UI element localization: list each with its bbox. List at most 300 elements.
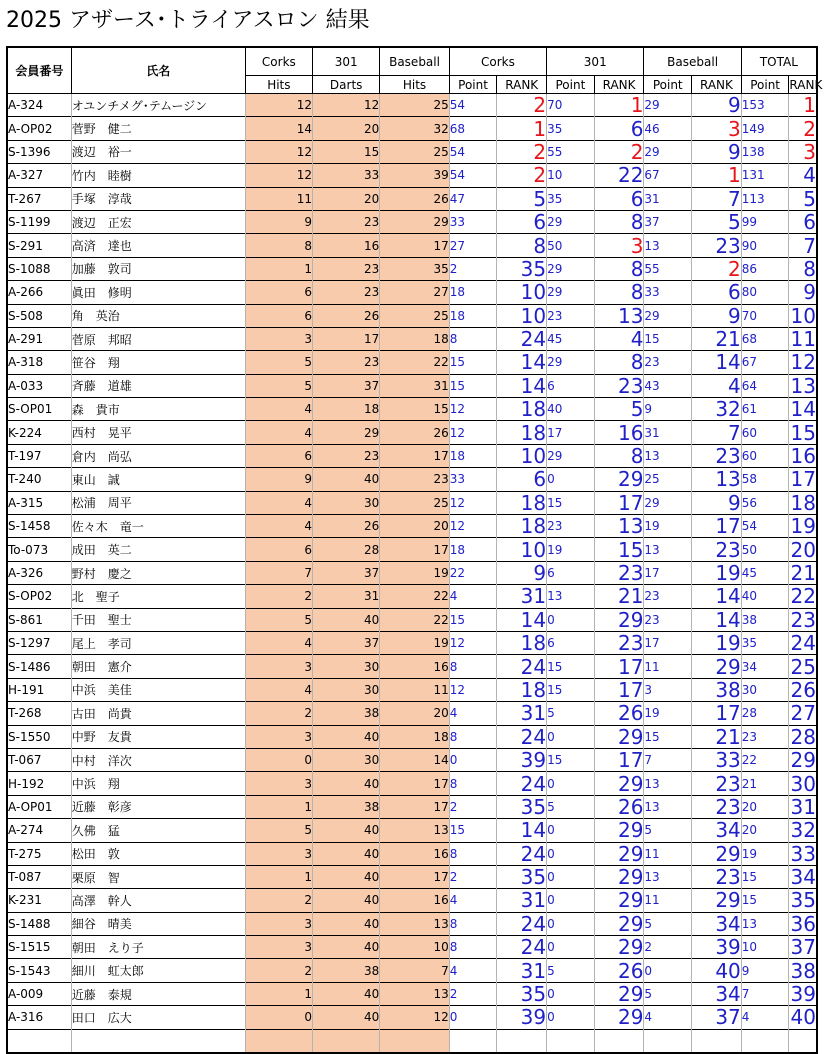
table-row: [7, 117, 817, 140]
baseball-hits-cell: 10: [380, 936, 449, 959]
baseball-rank-cell: 38: [692, 678, 742, 701]
member-no-cell: A-327: [7, 164, 71, 187]
name-cell: 北 聖子: [71, 585, 245, 608]
corks-rank-cell: 6: [497, 210, 547, 233]
301-rank-cell: 17: [594, 678, 644, 701]
empty-cell: [741, 1029, 789, 1053]
total-point-cell: 67: [741, 351, 789, 374]
darts-cell: 40: [313, 865, 380, 888]
baseball-hits-cell: 16: [380, 842, 449, 865]
corks-point-cell: 18: [449, 444, 497, 467]
table-row: [7, 1006, 817, 1029]
darts-cell: 40: [313, 1006, 380, 1029]
total-rank-cell: 3: [789, 140, 817, 163]
corks-rank-cell: 24: [497, 936, 547, 959]
corks-point-cell: 22: [449, 561, 497, 584]
total-point-cell: 38: [741, 608, 789, 631]
total-rank-cell: 8: [789, 257, 817, 280]
baseball-rank-cell: 23: [692, 538, 742, 561]
301-point-cell: 15: [547, 748, 595, 771]
member-no-cell: T-267: [7, 187, 71, 210]
table-row: [7, 678, 817, 701]
corks-rank-cell: 39: [497, 1006, 547, 1029]
baseball-hits-cell: 31: [380, 374, 449, 397]
301-point-cell: 45: [547, 327, 595, 350]
name-cell: 朝田 えり子: [71, 936, 245, 959]
name-cell: 細川 虹太郎: [71, 959, 245, 982]
member-no-cell: A-324: [7, 94, 71, 117]
corks-rank-cell: 14: [497, 608, 547, 631]
corks-point-cell: 12: [449, 515, 497, 538]
name-cell: 久佛 猛: [71, 819, 245, 842]
total-point-cell: 99: [741, 210, 789, 233]
table-row: [7, 187, 817, 210]
total-rank-cell: 26: [790, 677, 816, 702]
301-point-cell: 29: [547, 444, 595, 467]
baseball-hits-cell: 17: [380, 795, 449, 818]
header-total-point: Point: [741, 76, 789, 94]
member-no-cell: S-1486: [7, 655, 71, 678]
total-rank-cell: 4: [789, 164, 817, 187]
corks-rank-cell: 5: [497, 187, 547, 210]
baseball-rank-cell: 32: [692, 398, 742, 421]
301-rank-cell: 23: [594, 561, 644, 584]
member-no-cell: S-1550: [7, 725, 71, 748]
darts-cell: 31: [313, 585, 380, 608]
header-raw-corks: Corks: [245, 47, 312, 76]
baseball-hits-cell: 18: [380, 327, 449, 350]
total-point-cell: 60: [741, 421, 789, 444]
name-cell: 中村 洋次: [71, 748, 245, 771]
corks-hits-cell: 3: [245, 655, 312, 678]
baseball-hits-cell: 14: [380, 748, 449, 771]
corks-rank-cell: 2: [497, 94, 547, 117]
total-point-cell: 21: [741, 772, 789, 795]
name-cell: 菅原 邦昭: [71, 327, 245, 350]
baseball-rank-cell: 33: [692, 748, 742, 771]
baseball-point-cell: 11: [644, 842, 692, 865]
corks-rank-cell: 18: [497, 631, 547, 654]
corks-rank-cell: 24: [497, 725, 547, 748]
baseball-hits-cell: 16: [380, 889, 449, 912]
corks-point-cell: 18: [449, 538, 497, 561]
baseball-rank-cell: 29: [692, 842, 742, 865]
corks-hits-cell: 8: [245, 234, 312, 257]
darts-cell: 30: [313, 748, 380, 771]
table-row: [7, 257, 817, 280]
baseball-point-cell: 23: [644, 351, 692, 374]
corks-point-cell: 12: [449, 678, 497, 701]
corks-rank-cell: 10: [497, 444, 547, 467]
corks-point-cell: 15: [449, 819, 497, 842]
empty-cell: [71, 1029, 245, 1053]
corks-hits-cell: 2: [245, 702, 312, 725]
total-point-cell: 131: [741, 164, 789, 187]
header-raw-301: 301: [313, 47, 380, 76]
corks-rank-cell: 31: [497, 702, 547, 725]
darts-cell: 20: [313, 117, 380, 140]
corks-point-cell: 15: [449, 608, 497, 631]
baseball-hits-cell: 17: [380, 865, 449, 888]
page-title: 2025 アザース･トライアスロン 結果: [6, 8, 370, 33]
member-no-cell: S-1515: [7, 936, 71, 959]
table-row: [7, 515, 817, 538]
total-point-cell: 153: [741, 94, 789, 117]
corks-hits-cell: 2: [245, 585, 312, 608]
member-no-cell: A-OP01: [7, 795, 71, 818]
301-point-cell: 0: [547, 982, 595, 1005]
baseball-point-cell: 29: [644, 140, 692, 163]
corks-rank-cell: 6: [497, 468, 547, 491]
301-rank-cell: 17: [594, 748, 644, 771]
name-cell: 斉藤 道雄: [71, 374, 245, 397]
darts-cell: 30: [313, 491, 380, 514]
301-rank-cell: 26: [594, 795, 644, 818]
baseball-hits-cell: 22: [380, 608, 449, 631]
darts-cell: 23: [313, 257, 380, 280]
corks-hits-cell: 2: [245, 889, 312, 912]
empty-cell: [789, 1029, 817, 1053]
member-no-cell: S-1488: [7, 912, 71, 935]
baseball-point-cell: 13: [644, 772, 692, 795]
header-301-point: Point: [547, 76, 595, 94]
corks-hits-cell: 6: [245, 444, 312, 467]
member-no-cell: T-268: [7, 702, 71, 725]
total-rank-cell: 33: [790, 841, 816, 866]
corks-point-cell: 8: [449, 725, 497, 748]
corks-point-cell: 8: [449, 912, 497, 935]
301-rank-cell: 29: [594, 936, 644, 959]
baseball-point-cell: 0: [644, 959, 692, 982]
total-rank-cell: 30: [790, 771, 816, 796]
301-rank-cell: 16: [594, 421, 644, 444]
header-total-rank: RANK: [789, 77, 823, 92]
corks-rank-cell: 18: [497, 421, 547, 444]
name-cell: 高澤 幹人: [71, 889, 245, 912]
total-point-cell: 58: [741, 468, 789, 491]
301-point-cell: 5: [547, 702, 595, 725]
corks-point-cell: 54: [449, 140, 497, 163]
corks-hits-cell: 5: [245, 351, 312, 374]
corks-hits-cell: 7: [245, 561, 312, 584]
darts-cell: 40: [313, 608, 380, 631]
corks-hits-cell: 4: [245, 421, 312, 444]
name-cell: 成田 英二: [71, 538, 245, 561]
baseball-point-cell: 11: [644, 655, 692, 678]
darts-cell: 40: [313, 772, 380, 795]
table-row: [7, 795, 817, 818]
empty-cell: [594, 1029, 644, 1053]
member-no-cell: A-291: [7, 327, 71, 350]
member-no-cell: T-087: [7, 865, 71, 888]
corks-hits-cell: 3: [245, 327, 312, 350]
corks-rank-cell: 18: [497, 491, 547, 514]
corks-hits-cell: 4: [245, 491, 312, 514]
baseball-point-cell: 29: [644, 491, 692, 514]
name-cell: 渡辺 正宏: [71, 210, 245, 233]
baseball-hits-cell: 17: [380, 234, 449, 257]
name-cell: 中浜 美佳: [71, 678, 245, 701]
name-cell: オユンチメグ･テムージン: [71, 94, 245, 117]
header-raw-baseball-unit: Hits: [380, 76, 449, 94]
results-body: [7, 94, 817, 1054]
table-row: [7, 234, 817, 257]
baseball-point-cell: 55: [644, 257, 692, 280]
baseball-point-cell: 15: [644, 327, 692, 350]
corks-point-cell: 54: [449, 94, 497, 117]
301-point-cell: 0: [547, 772, 595, 795]
301-point-cell: 0: [547, 865, 595, 888]
total-rank-cell: 27: [790, 701, 816, 726]
corks-point-cell: 4: [449, 889, 497, 912]
corks-rank-cell: 24: [497, 912, 547, 935]
name-cell: 田口 広大: [71, 1006, 245, 1029]
table-row: [7, 889, 817, 912]
corks-rank-cell: 35: [497, 257, 547, 280]
baseball-rank-cell: 6: [692, 281, 742, 304]
table-row: [7, 398, 817, 421]
table-row: [7, 164, 817, 187]
301-point-cell: 35: [547, 187, 595, 210]
301-rank-cell: 29: [594, 1006, 644, 1029]
total-point-cell: 80: [741, 281, 789, 304]
301-point-cell: 0: [547, 468, 595, 491]
corks-point-cell: 12: [449, 631, 497, 654]
name-cell: 千田 聖士: [71, 608, 245, 631]
total-point-cell: 23: [741, 725, 789, 748]
header-raw-baseball: Baseball: [380, 47, 449, 76]
total-point-cell: 30: [741, 678, 789, 701]
baseball-rank-cell: 7: [692, 421, 742, 444]
corks-point-cell: 12: [449, 421, 497, 444]
corks-rank-cell: 18: [497, 398, 547, 421]
member-no-cell: A-274: [7, 819, 71, 842]
301-point-cell: 10: [547, 164, 595, 187]
table-row: [7, 491, 817, 514]
301-rank-cell: 26: [594, 702, 644, 725]
baseball-point-cell: 43: [644, 374, 692, 397]
corks-point-cell: 47: [449, 187, 497, 210]
header-score-corks: Corks: [449, 47, 546, 76]
name-cell: 尾上 孝司: [71, 631, 245, 654]
empty-cell: [644, 1029, 692, 1053]
baseball-hits-cell: 39: [380, 164, 449, 187]
baseball-point-cell: 3: [644, 678, 692, 701]
301-rank-cell: 29: [594, 889, 644, 912]
301-rank-cell: 23: [594, 631, 644, 654]
corks-point-cell: 33: [449, 468, 497, 491]
darts-cell: 38: [313, 702, 380, 725]
baseball-hits-cell: 17: [380, 444, 449, 467]
table-row: [7, 561, 817, 584]
corks-point-cell: 8: [449, 655, 497, 678]
baseball-hits-cell: 25: [380, 140, 449, 163]
header-corks-rank: RANK: [497, 76, 547, 94]
name-cell: 松田 敦: [71, 842, 245, 865]
header-baseball-point: Point: [644, 76, 692, 94]
corks-point-cell: 0: [449, 748, 497, 771]
total-rank-cell: 5: [789, 187, 817, 210]
total-point-cell: 54: [741, 515, 789, 538]
301-point-cell: 13: [547, 585, 595, 608]
baseball-hits-cell: 13: [380, 982, 449, 1005]
table-row: [7, 655, 817, 678]
baseball-point-cell: 15: [644, 725, 692, 748]
corks-rank-cell: 1: [497, 117, 547, 140]
baseball-rank-cell: 34: [692, 982, 742, 1005]
301-point-cell: 0: [547, 1006, 595, 1029]
total-rank-cell: 14: [790, 397, 816, 422]
name-cell: 朝田 憲介: [71, 655, 245, 678]
header-name: 氏名: [71, 47, 245, 94]
301-point-cell: 35: [547, 117, 595, 140]
301-point-cell: 15: [547, 491, 595, 514]
corks-rank-cell: 10: [497, 304, 547, 327]
darts-cell: 30: [313, 655, 380, 678]
baseball-point-cell: 33: [644, 281, 692, 304]
total-point-cell: 56: [741, 491, 789, 514]
total-point-cell: 113: [741, 187, 789, 210]
total-rank-cell: 12: [790, 350, 816, 375]
total-rank-cell: 40: [790, 1005, 816, 1030]
total-point-cell: 22: [741, 748, 789, 771]
baseball-point-cell: 7: [644, 748, 692, 771]
301-point-cell: 0: [547, 912, 595, 935]
corks-point-cell: 4: [449, 585, 497, 608]
corks-hits-cell: 4: [245, 678, 312, 701]
header-member-no: 会員番号: [7, 47, 71, 94]
301-rank-cell: 13: [594, 304, 644, 327]
member-no-cell: A-316: [7, 1006, 71, 1029]
baseball-rank-cell: 29: [692, 889, 742, 912]
name-cell: 中野 友貴: [71, 725, 245, 748]
301-rank-cell: 29: [594, 865, 644, 888]
darts-cell: 12: [313, 94, 380, 117]
header-baseball-rank: RANK: [692, 76, 742, 94]
corks-rank-cell: 10: [497, 281, 547, 304]
total-point-cell: 70: [741, 304, 789, 327]
baseball-point-cell: 29: [644, 94, 692, 117]
corks-rank-cell: 2: [497, 140, 547, 163]
empty-cell: [380, 1029, 449, 1053]
table-row: [7, 94, 817, 117]
corks-rank-cell: 18: [497, 515, 547, 538]
darts-cell: 16: [313, 234, 380, 257]
301-point-cell: 0: [547, 608, 595, 631]
member-no-cell: S-1199: [7, 210, 71, 233]
corks-point-cell: 12: [449, 398, 497, 421]
empty-cell: [449, 1029, 497, 1053]
darts-cell: 29: [313, 421, 380, 444]
total-rank-cell: 39: [790, 982, 816, 1007]
name-cell: 眞田 修明: [71, 281, 245, 304]
darts-cell: 40: [313, 982, 380, 1005]
baseball-point-cell: 29: [644, 304, 692, 327]
corks-hits-cell: 1: [245, 865, 312, 888]
total-rank-cell: 16: [790, 444, 816, 469]
301-point-cell: 23: [547, 304, 595, 327]
baseball-hits-cell: 15: [380, 398, 449, 421]
total-point-cell: 10: [741, 936, 789, 959]
baseball-point-cell: 11: [644, 889, 692, 912]
total-rank-cell: 22: [790, 584, 816, 609]
baseball-point-cell: 19: [644, 702, 692, 725]
baseball-hits-cell: 20: [380, 515, 449, 538]
table-row: [7, 327, 817, 350]
301-point-cell: 23: [547, 515, 595, 538]
301-point-cell: 0: [547, 936, 595, 959]
baseball-point-cell: 46: [644, 117, 692, 140]
baseball-rank-cell: 13: [692, 468, 742, 491]
total-rank-cell: 29: [790, 748, 816, 773]
darts-cell: 37: [313, 631, 380, 654]
301-point-cell: 19: [547, 538, 595, 561]
baseball-rank-cell: 2: [692, 257, 742, 280]
total-rank-cell: 36: [790, 911, 816, 936]
baseball-hits-cell: 22: [380, 351, 449, 374]
baseball-rank-cell: 7: [692, 187, 742, 210]
baseball-point-cell: 13: [644, 234, 692, 257]
301-rank-cell: 29: [594, 772, 644, 795]
total-point-cell: 60: [741, 444, 789, 467]
header-score-301: 301: [547, 47, 644, 76]
baseball-hits-cell: 17: [380, 538, 449, 561]
table-row: [7, 608, 817, 631]
301-rank-cell: 29: [594, 608, 644, 631]
baseball-hits-cell: 25: [380, 491, 449, 514]
total-rank-cell: 24: [790, 631, 816, 656]
name-cell: 近藤 泰規: [71, 982, 245, 1005]
baseball-point-cell: 17: [644, 631, 692, 654]
empty-cell: [313, 1029, 380, 1053]
darts-cell: 30: [313, 678, 380, 701]
darts-cell: 23: [313, 444, 380, 467]
corks-hits-cell: 6: [245, 304, 312, 327]
corks-hits-cell: 3: [245, 912, 312, 935]
baseball-rank-cell: 4: [692, 374, 742, 397]
member-no-cell: S-1088: [7, 257, 71, 280]
301-point-cell: 17: [547, 421, 595, 444]
corks-hits-cell: 4: [245, 398, 312, 421]
baseball-rank-cell: 14: [692, 585, 742, 608]
darts-cell: 18: [313, 398, 380, 421]
301-point-cell: 6: [547, 374, 595, 397]
corks-rank-cell: 18: [497, 678, 547, 701]
member-no-cell: S-861: [7, 608, 71, 631]
darts-cell: 40: [313, 468, 380, 491]
corks-rank-cell: 31: [497, 959, 547, 982]
empty-cell: [245, 1029, 312, 1053]
corks-rank-cell: 31: [497, 585, 547, 608]
301-rank-cell: 6: [594, 117, 644, 140]
name-cell: 手塚 淳哉: [71, 187, 245, 210]
name-cell: 倉内 尚弘: [71, 444, 245, 467]
corks-rank-cell: 35: [497, 865, 547, 888]
total-point-cell: 28: [741, 702, 789, 725]
301-rank-cell: 23: [594, 374, 644, 397]
name-cell: 野村 慶之: [71, 561, 245, 584]
baseball-hits-cell: 13: [380, 912, 449, 935]
baseball-point-cell: 37: [644, 210, 692, 233]
baseball-hits-cell: 32: [380, 117, 449, 140]
corks-hits-cell: 12: [245, 140, 312, 163]
baseball-rank-cell: 17: [692, 515, 742, 538]
corks-rank-cell: 35: [497, 982, 547, 1005]
darts-cell: 33: [313, 164, 380, 187]
corks-hits-cell: 12: [245, 164, 312, 187]
table-row: [7, 304, 817, 327]
baseball-hits-cell: 18: [380, 725, 449, 748]
